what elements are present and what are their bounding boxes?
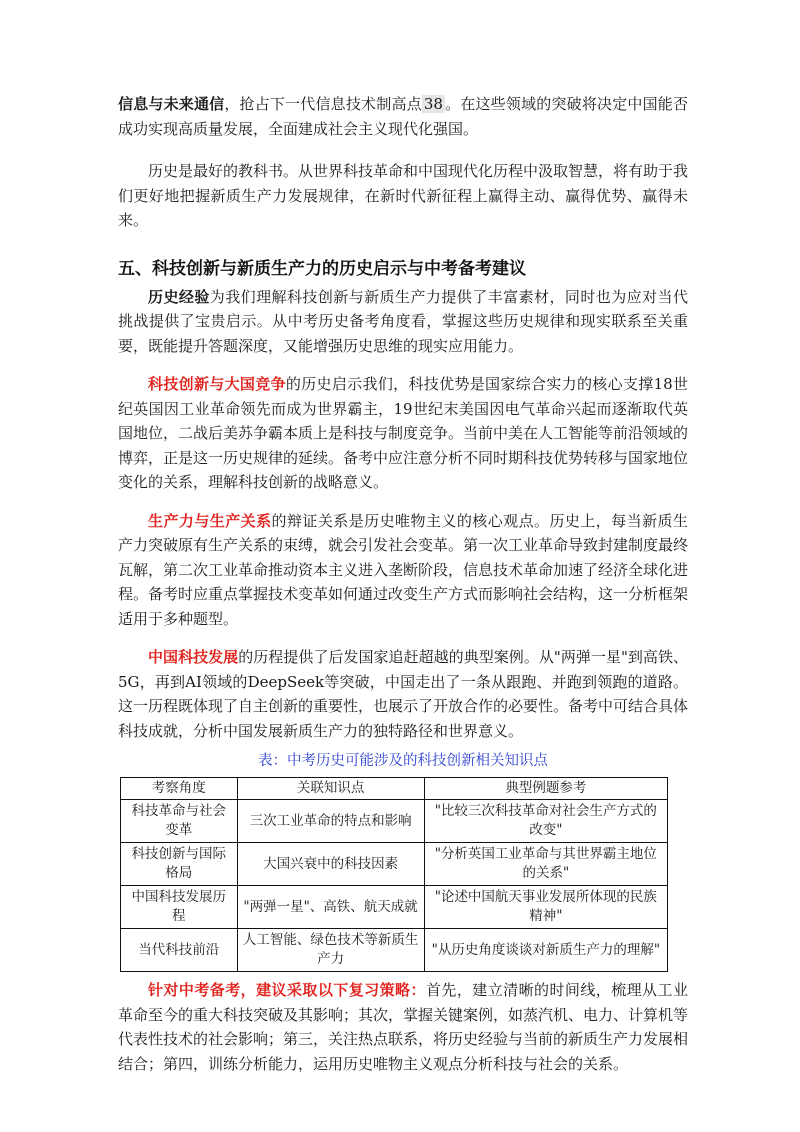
paragraph-history-experience: 历史经验为我们理解科技创新与新质生产力提供了丰富素材，同时也为应对当代挑战提供了宝贵启示。从中考历史备考角度看，掌握这些历史规律和现实联系至关重要，既能提升答题深度，又能增强历史思维的现实应用能力。 [118,287,688,355]
table-cell: "从历史角度谈谈对新质生产力的理解" [424,929,667,972]
highlight-lead: 针对中考备考，建议采取以下复习策略： [148,981,426,999]
document-page [118,92,688,1076]
bold-lead: 信息与未来通信 [118,95,225,113]
highlight-lead: 生产力与生产关系 [148,511,272,530]
knowledge-table [120,777,668,972]
table-header-cell: 典型例题参考 [424,778,667,800]
table-caption: 表：中考历史可能涉及的科技创新相关知识点 [258,753,548,769]
citation-marker[interactable]: 38 [423,95,443,113]
paragraph-competition: 科技创新与大国竞争的历史启示我们，科技优势是国家综合实力的核心支撑18世纪英国因工业革命领先而成为世界霸主，19世纪末美国因电气革命兴起而逐渐取代英国地位，二战后美苏争霸本质上是科技与制度竞争。当前中美在人工智能等前沿领域的博弈，正是这一历史规律的延续。备考中应注意分析不同时期科技优势转移与国家地位变化的关系，理解科技创新的战略意义。 [118,375,689,491]
table-cell: 人工智能、绿色技术等新质生产力 [237,929,424,972]
highlight-lead: 科技创新与大国竞争 [148,375,286,393]
table-cell: 大国兴衰中的科技因素 [237,843,424,886]
paragraph-china-tech: 中国科技发展的历程提供了后发国家追赶超越的典型案例。从"两弹一星"到高铁、5G，再到AI领域的DeepSeek等突破，中国走出了一条从跟跑、并跑到领跑的道路。这一历程既体现了自主创新的重要性，也展示了开放合作的必要性。备考中可结合具体科技成就，分析中国发展新质生产力的独特路径和世界意义。 [118,648,689,740]
table-header-row [121,778,668,800]
table-row [121,886,668,929]
table-cell: "比较三次科技革命对社会生产方式的改变" [424,800,667,843]
table-cell: "分析英国工业革命与其世界霸主地位的关系" [424,843,667,886]
paragraph-future-communication: 信息与未来通信，抢占下一代信息技术制高点 38 。在这些领域的突破将决定中国能否成功实现高质量发展，全面建成社会主义现代化强国。 [118,95,688,138]
table-cell: 三次工业革命的特点和影响 [237,800,424,843]
table-cell: 科技革命与社会变革 [121,800,238,843]
table-cell: "两弹一星"、高铁、航天成就 [237,886,424,929]
table-cell: 科技创新与国际格局 [121,843,238,886]
table-cell: "论述中国航天事业发展所体现的民族精神" [424,886,667,929]
paragraph-strategy: 针对中考备考，建议采取以下复习策略：首先，建立清晰的时间线，梳理从工业革命至今的重大科技突破及其影响；其次，掌握关键案例，如蒸汽机、电力、计算机等代表性技术的社会影响；第三，关注热点联系，将历史经验与当前的新质生产力发展相结合；第四，训练分析能力，运用历史唯物主义观点分析科技与社会的关系。 [118,981,689,1073]
highlight-lead: 中国科技发展 [148,648,239,666]
section-heading: 五、科技创新与新质生产力的历史启示与中考备考建议 [118,258,526,279]
table-header-cell: 考察角度 [121,778,238,800]
table-row [121,800,668,843]
table-cell: 中国科技发展历程 [121,886,238,929]
paragraph-lead: 历史经验 [148,287,210,306]
table-row [121,929,668,972]
table-cell: 当代科技前沿 [121,929,238,972]
table-header-cell: 关联知识点 [237,778,424,800]
paragraph-productivity: 生产力与生产关系的辩证关系是历史唯物主义的核心观点。历史上，每当新质生产力突破原有生产关系的束缚，就会引发社会变革。第一次工业革命导致封建制度最终瓦解，第二次工业革命推动资本主义进入垄断阶段，信息技术革命加速了经济全球化进程。备考时应重点掌握技术变革如何通过改变生产方式而影响社会结构，这一分析框架适用于多种题型。 [118,511,689,628]
paragraph-history-textbook: 历史是最好的教科书。从世界科技革命和中国现代化历程中汲取智慧，将有助于我们更好地把握新质生产力发展规律，在新时代新征程上赢得主动、赢得优势、赢得未来。 [118,162,689,229]
table-row [121,843,668,886]
